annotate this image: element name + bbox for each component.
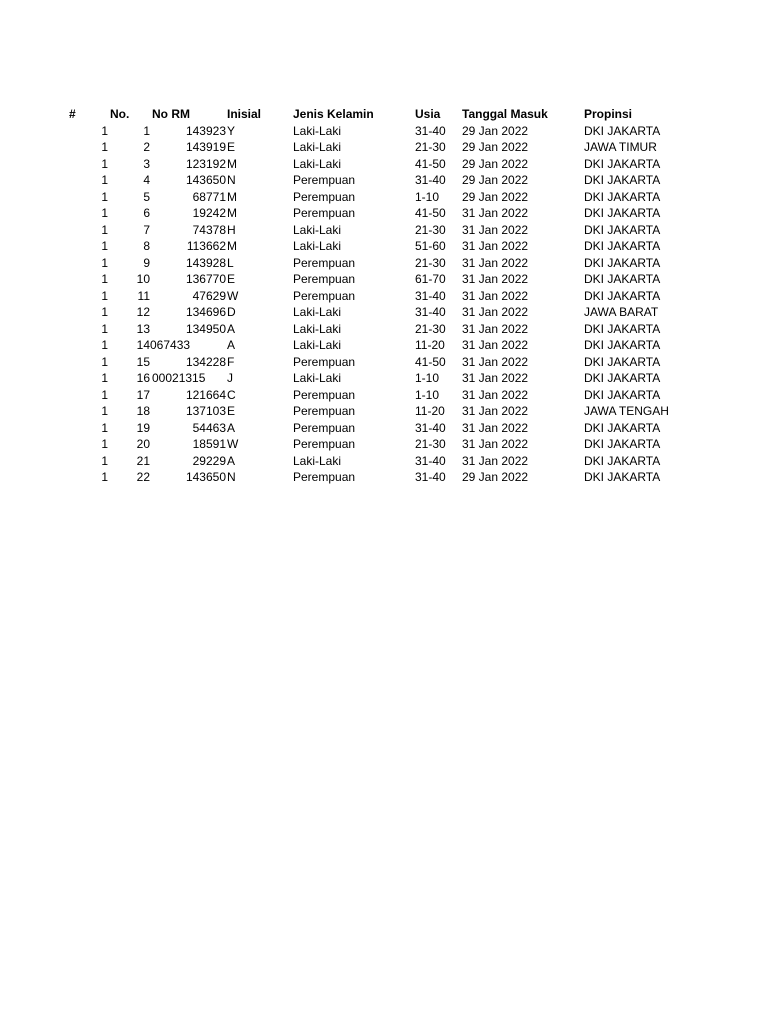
header-no-rm: No RM xyxy=(152,107,190,121)
cell-no-rm: 00021315 xyxy=(152,371,206,385)
cell-propinsi: DKI JAKARTA xyxy=(584,123,661,138)
cell-seq: 1 xyxy=(101,371,108,385)
cell-seq: 1 xyxy=(101,437,108,451)
cell-propinsi: DKI JAKARTA xyxy=(584,437,661,451)
cell-propinsi: DKI JAKARTA xyxy=(584,206,661,220)
header-inisial: Inisial xyxy=(227,107,262,121)
cell-usia: 21-30 xyxy=(415,140,446,154)
cell-jenis-kelamin: Laki-Laki xyxy=(293,321,342,336)
header-hash: # xyxy=(69,107,76,121)
cell-tanggal-masuk: 31 Jan 2022 xyxy=(462,371,529,385)
cell-jenis-kelamin: Laki-Laki xyxy=(293,140,342,154)
cell-propinsi: DKI JAKARTA xyxy=(584,239,661,253)
cell-seq: 1 xyxy=(101,354,108,369)
cell-inisial: A xyxy=(227,453,236,468)
table-row xyxy=(0,156,768,173)
cell-no-rm: 134228 xyxy=(185,354,226,369)
cell-seq: 1 xyxy=(101,404,108,418)
cell-inisial: A xyxy=(227,321,236,336)
cell-usia: 1-10 xyxy=(415,189,440,204)
cell-seq: 1 xyxy=(101,123,108,138)
cell-no-rm: 143650 xyxy=(185,173,226,187)
cell-no-rm: 143923 xyxy=(185,123,226,138)
table-row xyxy=(0,337,768,354)
cell-tanggal-masuk: 31 Jan 2022 xyxy=(462,222,529,237)
table-row xyxy=(0,354,768,371)
cell-jenis-kelamin: Perempuan xyxy=(293,354,356,369)
header-usia: Usia xyxy=(415,107,441,121)
header-propinsi: Propinsi xyxy=(584,107,633,121)
cell-usia: 31-40 xyxy=(415,123,446,138)
cell-propinsi: DKI JAKARTA xyxy=(584,470,661,484)
cell-jenis-kelamin: Laki-Laki xyxy=(293,305,342,319)
table-row xyxy=(0,139,768,156)
cell-no: 20 xyxy=(136,437,150,451)
cell-no: 4 xyxy=(143,173,150,187)
cell-no-rm: 123192 xyxy=(185,156,226,171)
cell-seq: 1 xyxy=(101,305,108,319)
cell-usia: 51-60 xyxy=(415,239,446,253)
cell-usia: 41-50 xyxy=(415,354,446,369)
table-row xyxy=(0,469,768,486)
cell-tanggal-masuk: 31 Jan 2022 xyxy=(462,206,529,220)
cell-inisial: E xyxy=(227,404,236,418)
cell-inisial: E xyxy=(227,272,236,286)
cell-no-rm: 134696 xyxy=(185,305,226,319)
cell-tanggal-masuk: 31 Jan 2022 xyxy=(462,321,529,336)
cell-seq: 1 xyxy=(101,272,108,286)
cell-no: 1 xyxy=(143,123,150,138)
cell-tanggal-masuk: 31 Jan 2022 xyxy=(462,239,529,253)
table-row xyxy=(0,222,768,239)
cell-no-rm: 18591 xyxy=(192,437,226,451)
cell-usia: 21-30 xyxy=(415,255,446,270)
table-row xyxy=(0,387,768,404)
cell-usia: 31-40 xyxy=(415,453,446,468)
cell-jenis-kelamin: Perempuan xyxy=(293,206,356,220)
cell-jenis-kelamin: Perempuan xyxy=(293,437,356,451)
cell-usia: 21-30 xyxy=(415,321,446,336)
cell-inisial: J xyxy=(227,371,233,385)
cell-no-rm: 121664 xyxy=(185,387,226,402)
cell-tanggal-masuk: 31 Jan 2022 xyxy=(462,272,529,286)
cell-usia: 31-40 xyxy=(415,305,446,319)
cell-jenis-kelamin: Laki-Laki xyxy=(293,222,342,237)
table-row xyxy=(0,436,768,453)
cell-no: 15 xyxy=(136,354,150,369)
cell-usia: 1-10 xyxy=(415,387,440,402)
cell-no: 6 xyxy=(143,206,150,220)
table-row xyxy=(0,172,768,189)
cell-propinsi: JAWA TENGAH xyxy=(584,404,669,418)
cell-usia: 11-20 xyxy=(415,404,445,418)
cell-jenis-kelamin: Perempuan xyxy=(293,387,356,402)
cell-tanggal-masuk: 31 Jan 2022 xyxy=(462,420,529,435)
cell-propinsi: DKI JAKARTA xyxy=(584,222,661,237)
cell-inisial: E xyxy=(227,140,236,154)
cell-no: 16 xyxy=(136,371,150,385)
cell-propinsi: DKI JAKARTA xyxy=(584,338,661,352)
cell-inisial: N xyxy=(227,470,236,484)
cell-no-rm: 143919 xyxy=(185,140,226,154)
cell-seq: 1 xyxy=(101,470,108,484)
cell-seq: 1 xyxy=(101,453,108,468)
cell-inisial: L xyxy=(227,255,234,270)
header-row xyxy=(0,106,768,123)
cell-propinsi: DKI JAKARTA xyxy=(584,288,661,303)
cell-usia: 41-50 xyxy=(415,206,446,220)
cell-inisial: Y xyxy=(227,123,236,138)
cell-no: 12 xyxy=(136,305,150,319)
cell-propinsi: JAWA BARAT xyxy=(584,305,659,319)
cell-no-rm: 137103 xyxy=(185,404,226,418)
cell-no: 13 xyxy=(136,321,150,336)
cell-inisial: H xyxy=(227,222,236,237)
cell-tanggal-masuk: 31 Jan 2022 xyxy=(462,305,529,319)
cell-no-rm: 113662 xyxy=(186,239,226,253)
cell-jenis-kelamin: Perempuan xyxy=(293,420,356,435)
cell-tanggal-masuk: 29 Jan 2022 xyxy=(462,470,529,484)
table-row xyxy=(0,123,768,140)
cell-no: 19 xyxy=(136,420,150,435)
cell-no-rm: 47629 xyxy=(192,288,226,303)
cell-propinsi: DKI JAKARTA xyxy=(584,189,661,204)
cell-jenis-kelamin: Laki-Laki xyxy=(293,371,342,385)
cell-inisial: W xyxy=(227,288,239,303)
cell-tanggal-masuk: 31 Jan 2022 xyxy=(462,404,529,418)
table-row xyxy=(0,370,768,387)
cell-propinsi: DKI JAKARTA xyxy=(584,453,661,468)
cell-seq: 1 xyxy=(101,140,108,154)
cell-inisial: A xyxy=(227,420,236,435)
cell-jenis-kelamin: Laki-Laki xyxy=(293,239,342,253)
cell-jenis-kelamin: Perempuan xyxy=(293,470,356,484)
cell-usia: 11-20 xyxy=(415,338,445,352)
cell-usia: 31-40 xyxy=(415,173,446,187)
cell-tanggal-masuk: 29 Jan 2022 xyxy=(462,189,529,204)
cell-jenis-kelamin: Perempuan xyxy=(293,255,356,270)
cell-inisial: F xyxy=(227,354,235,369)
cell-seq: 1 xyxy=(101,338,108,352)
cell-tanggal-masuk: 31 Jan 2022 xyxy=(462,453,529,468)
cell-seq: 1 xyxy=(101,387,108,402)
cell-propinsi: DKI JAKARTA xyxy=(584,354,661,369)
cell-no: 7 xyxy=(143,222,150,237)
cell-jenis-kelamin: Perempuan xyxy=(293,288,356,303)
cell-tanggal-masuk: 31 Jan 2022 xyxy=(462,338,529,352)
cell-jenis-kelamin: Laki-Laki xyxy=(293,123,342,138)
cell-jenis-kelamin: Perempuan xyxy=(293,404,356,418)
cell-tanggal-masuk: 29 Jan 2022 xyxy=(462,123,529,138)
cell-inisial: A xyxy=(227,338,236,352)
cell-no-rm: 54463 xyxy=(192,420,226,435)
cell-seq: 1 xyxy=(101,189,108,204)
cell-no-rm: 68771 xyxy=(192,189,226,204)
cell-inisial: D xyxy=(227,305,236,319)
cell-inisial: M xyxy=(227,189,237,204)
table-row xyxy=(0,420,768,437)
cell-tanggal-masuk: 31 Jan 2022 xyxy=(462,255,529,270)
cell-inisial: C xyxy=(227,387,236,402)
header-no: No. xyxy=(110,107,130,121)
cell-no: 8 xyxy=(143,239,150,253)
cell-no-rm: 143650 xyxy=(185,470,226,484)
table-row xyxy=(0,453,768,470)
cell-no: 2 xyxy=(143,140,150,154)
cell-propinsi: DKI JAKARTA xyxy=(584,156,661,171)
cell-no-rm: 067433 xyxy=(150,338,191,352)
cell-seq: 1 xyxy=(101,288,108,303)
cell-seq: 1 xyxy=(101,321,108,336)
cell-usia: 21-30 xyxy=(415,437,446,451)
cell-tanggal-masuk: 29 Jan 2022 xyxy=(462,140,529,154)
table-row xyxy=(0,205,768,222)
cell-propinsi: DKI JAKARTA xyxy=(584,387,661,402)
cell-no: 17 xyxy=(136,387,150,402)
cell-usia: 31-40 xyxy=(415,288,446,303)
cell-propinsi: DKI JAKARTA xyxy=(584,371,661,385)
cell-no-rm: 29229 xyxy=(192,453,226,468)
cell-inisial: M xyxy=(227,156,237,171)
cell-no: 10 xyxy=(136,272,150,286)
cell-no-rm: 136770 xyxy=(185,272,226,286)
cell-propinsi: JAWA TIMUR xyxy=(584,140,657,154)
cell-inisial: N xyxy=(227,173,236,187)
cell-usia: 61-70 xyxy=(415,272,446,286)
cell-jenis-kelamin: Perempuan xyxy=(293,189,356,204)
table-row xyxy=(0,238,768,255)
cell-no-rm: 19242 xyxy=(192,206,226,220)
cell-no: 11 xyxy=(137,288,150,303)
cell-no: 3 xyxy=(143,156,150,171)
cell-tanggal-masuk: 31 Jan 2022 xyxy=(462,437,529,451)
cell-propinsi: DKI JAKARTA xyxy=(584,321,661,336)
cell-no: 14 xyxy=(136,338,150,352)
cell-inisial: M xyxy=(227,239,237,253)
patient-table xyxy=(0,106,768,486)
cell-propinsi: DKI JAKARTA xyxy=(584,173,661,187)
cell-seq: 1 xyxy=(101,206,108,220)
cell-seq: 1 xyxy=(101,156,108,171)
cell-no: 22 xyxy=(136,470,150,484)
cell-jenis-kelamin: Laki-Laki xyxy=(293,453,342,468)
cell-no-rm: 134950 xyxy=(185,321,226,336)
table-body xyxy=(0,123,768,486)
cell-tanggal-masuk: 29 Jan 2022 xyxy=(462,173,529,187)
cell-no: 9 xyxy=(143,255,150,270)
cell-inisial: M xyxy=(227,206,237,220)
cell-jenis-kelamin: Laki-Laki xyxy=(293,156,342,171)
cell-seq: 1 xyxy=(101,173,108,187)
cell-tanggal-masuk: 29 Jan 2022 xyxy=(462,156,529,171)
cell-seq: 1 xyxy=(101,420,108,435)
cell-jenis-kelamin: Perempuan xyxy=(293,272,356,286)
table-row xyxy=(0,288,768,305)
cell-usia: 31-40 xyxy=(415,420,446,435)
header-jenis-kelamin: Jenis Kelamin xyxy=(293,107,374,121)
table-row xyxy=(0,271,768,288)
table-row xyxy=(0,255,768,272)
cell-propinsi: DKI JAKARTA xyxy=(584,420,661,435)
cell-tanggal-masuk: 31 Jan 2022 xyxy=(462,387,529,402)
table-row xyxy=(0,304,768,321)
cell-no: 5 xyxy=(143,189,150,204)
cell-no: 18 xyxy=(136,404,150,418)
cell-propinsi: DKI JAKARTA xyxy=(584,272,661,286)
cell-tanggal-masuk: 31 Jan 2022 xyxy=(462,354,529,369)
table-row xyxy=(0,189,768,206)
table-row xyxy=(0,321,768,338)
cell-usia: 31-40 xyxy=(415,470,446,484)
cell-no-rm: 74378 xyxy=(192,222,226,237)
cell-tanggal-masuk: 31 Jan 2022 xyxy=(462,288,529,303)
cell-jenis-kelamin: Perempuan xyxy=(293,173,356,187)
cell-seq: 1 xyxy=(101,239,108,253)
cell-no: 21 xyxy=(136,453,150,468)
header-tanggal-masuk: Tanggal Masuk xyxy=(462,107,548,121)
table-row xyxy=(0,403,768,420)
cell-jenis-kelamin: Laki-Laki xyxy=(293,338,342,352)
cell-inisial: W xyxy=(227,437,239,451)
cell-usia: 21-30 xyxy=(415,222,446,237)
cell-propinsi: DKI JAKARTA xyxy=(584,255,661,270)
cell-no-rm: 143928 xyxy=(185,255,226,270)
cell-usia: 41-50 xyxy=(415,156,446,171)
cell-usia: 1-10 xyxy=(415,371,440,385)
cell-seq: 1 xyxy=(101,222,108,237)
cell-seq: 1 xyxy=(101,255,108,270)
